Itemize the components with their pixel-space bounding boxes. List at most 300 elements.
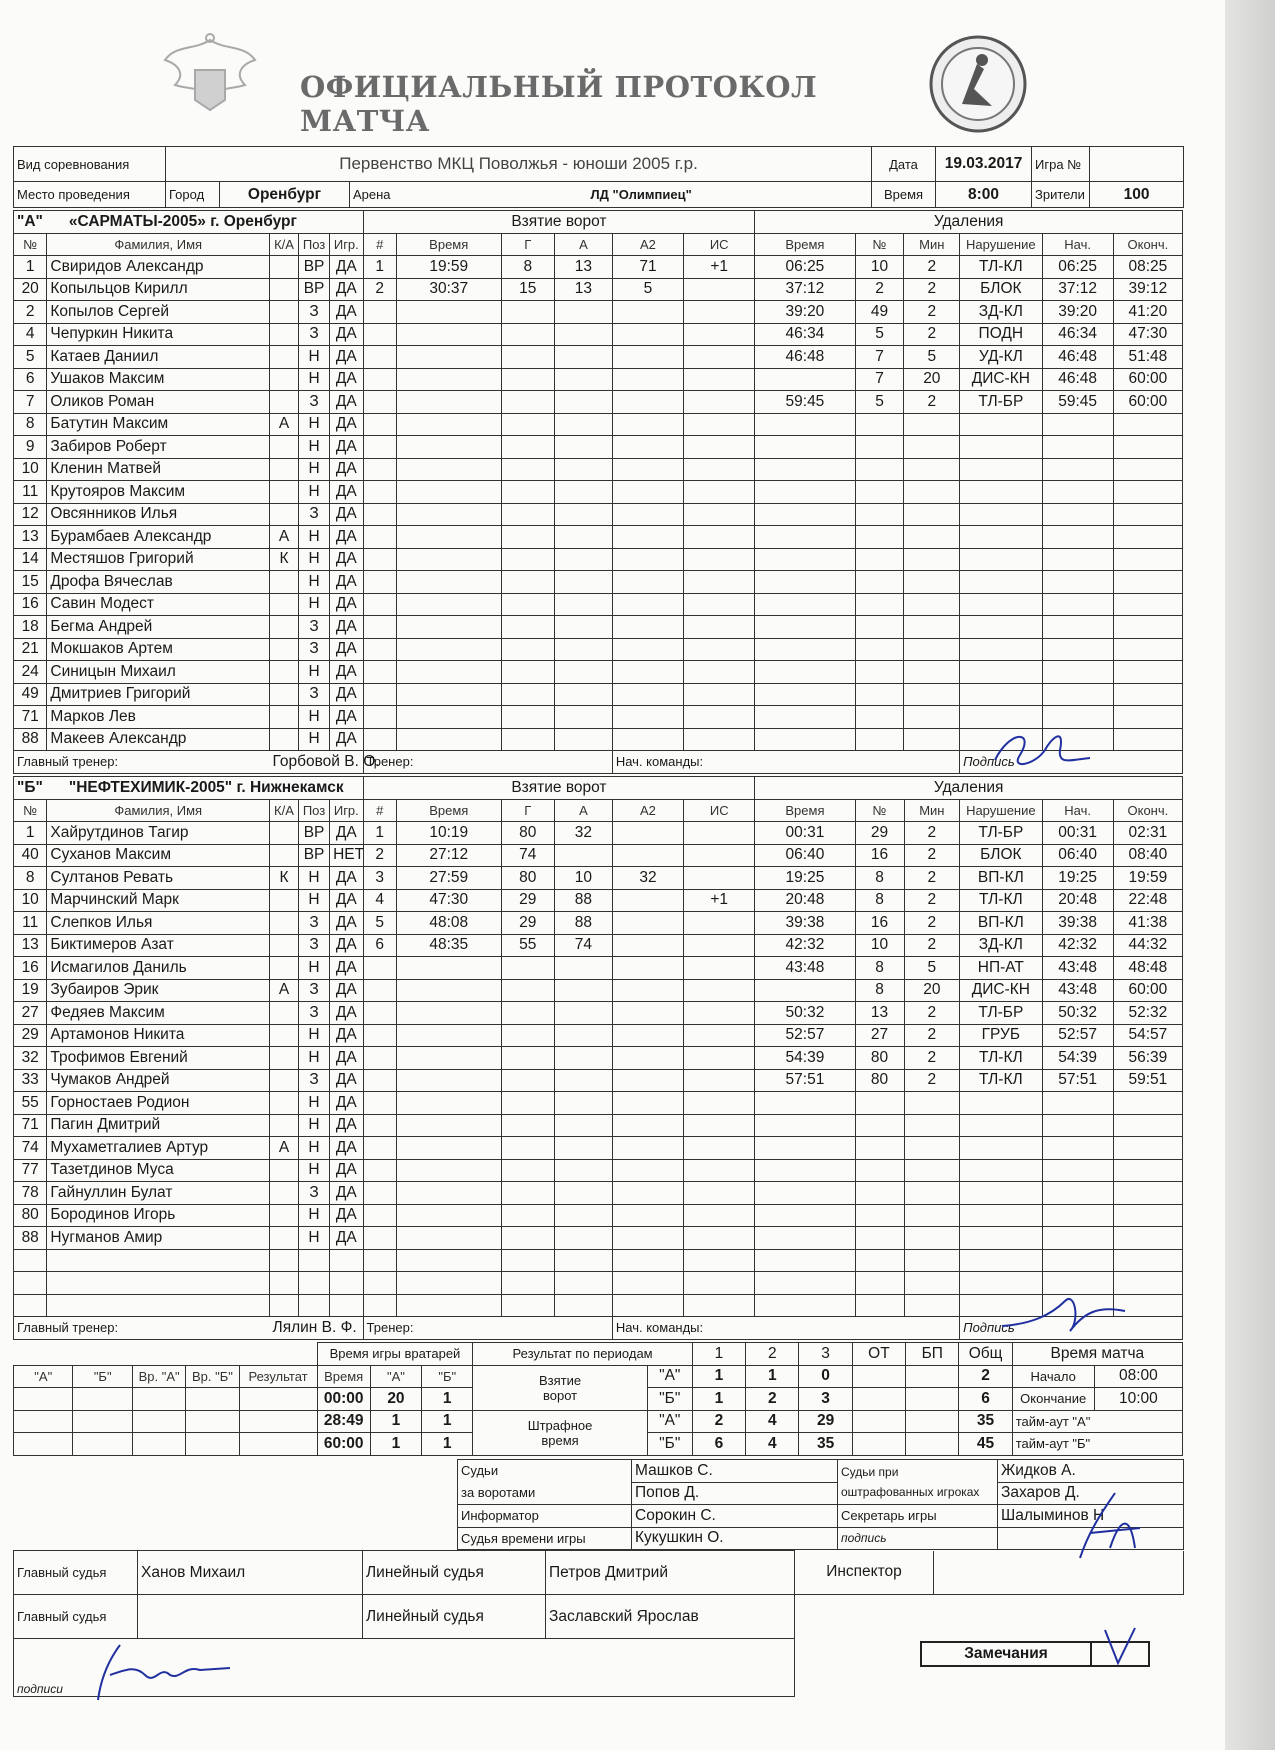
player-name: Трофимов Евгений [47,1047,270,1070]
player-number: 4 [14,323,47,346]
empty-cell [363,1024,396,1047]
table-row [14,1249,1183,1272]
empty-cell [960,436,1042,459]
empty-cell [855,1114,904,1137]
player-name: Султанов Ревать [47,867,270,890]
penalty-cell: 08:40 [1113,844,1182,867]
penalty-cell: 19:25 [1042,867,1113,890]
empty-cell [1113,593,1182,616]
empty-cell [363,301,396,324]
player-played: ДА [330,436,363,459]
empty-cell [1113,1137,1182,1160]
empty-cell [363,661,396,684]
empty-cell [501,571,554,594]
player-name: Чепуркин Никита [47,323,270,346]
table-row [14,1227,1183,1250]
goal-cell: 88 [554,912,612,935]
empty-cell [1113,1227,1182,1250]
empty-cell [684,301,755,324]
player-position: Н [298,458,329,481]
table-row [14,844,1183,867]
periods-label: Результат по периодам [473,1343,692,1366]
shootout-header: "А" [14,1365,73,1388]
empty-cell [554,571,612,594]
empty-cell [755,1249,855,1272]
player-number: 6 [14,368,47,391]
player-role: А [270,413,299,436]
penalty-judges-label-1: Судьи при [841,1465,899,1479]
empty-cell [755,706,855,729]
empty-cell [14,1294,47,1317]
table-row [14,867,1183,890]
empty-cell [1042,548,1113,571]
empty-cell [755,458,855,481]
goals-b-total: 6 [959,1388,1012,1411]
head-coach-value: Лялин В. Ф. [270,1317,364,1340]
penalty-cell: НП-АТ [960,957,1042,980]
goals-section-label: Взятие ворот [363,211,755,234]
empty-cell [684,413,755,436]
penalty-cell: ТЛ-КЛ [960,1069,1042,1092]
empty-cell [855,1092,904,1115]
player-position: З [298,1069,329,1092]
player-name: Копылов Сергей [47,301,270,324]
empty-cell [47,1294,270,1317]
empty-cell [855,526,904,549]
goals-a-cell: 1 [692,1365,745,1388]
empty-cell [554,1002,612,1025]
empty-cell [855,481,904,504]
goal-cell: 6 [363,934,396,957]
player-name: Марков Лев [47,706,270,729]
empty-cell [612,979,683,1002]
competition-label: Вид соревнования [14,147,166,182]
empty-cell [554,323,612,346]
empty-cell [396,1047,501,1070]
empty-cell [960,503,1042,526]
empty-cell [755,1182,855,1205]
column-header: Игр. [330,233,363,256]
goal-cell [684,822,755,845]
empty-cell [684,638,755,661]
empty-cell [755,1227,855,1250]
penalty-cell: 20:48 [1042,889,1113,912]
player-number: 74 [14,1137,47,1160]
penalty-cell: 54:39 [755,1047,855,1070]
empty-cell [396,1069,501,1092]
player-number: 2 [14,301,47,324]
player-number: 11 [14,481,47,504]
empty-cell [904,503,960,526]
empty-cell [396,638,501,661]
player-played: ДА [330,346,363,369]
goals-a-cell [852,1365,905,1388]
empty-cell [904,413,960,436]
penalty-cell: 22:48 [1113,889,1182,912]
goalie-time-cell: 00:00 [317,1388,370,1411]
penalty-cell: 5 [855,323,904,346]
empty-cell [855,638,904,661]
informer-label: Информатор [458,1505,632,1528]
empty-cell [684,1294,755,1317]
column-header: А [554,799,612,822]
player-position: З [298,638,329,661]
goal-cell: 48:35 [396,934,501,957]
penalty-cell: 56:39 [1113,1047,1182,1070]
player-played: ДА [330,1069,363,1092]
player-name: Марчинский Марк [47,889,270,912]
column-header: Оконч. [1113,233,1182,256]
empty-cell [270,1272,299,1295]
player-number: 1 [14,256,47,279]
empty-cell [554,301,612,324]
empty-cell [612,957,683,980]
penalty-cell: 2 [904,256,960,279]
goal-cell: 13 [554,256,612,279]
empty-cell [1042,1092,1113,1115]
player-role [270,934,299,957]
empty-cell [396,1159,501,1182]
table-row [14,346,1183,369]
empty-cell [904,1249,960,1272]
column-header: Время [755,799,855,822]
penalties-section-label: Удаления [755,777,1183,800]
table-row [14,1159,1183,1182]
penalty-cell: 2 [904,822,960,845]
player-number: 1 [14,822,47,845]
player-played: ДА [330,593,363,616]
empty-cell [1113,436,1182,459]
empty-cell [501,503,554,526]
empty-cell [396,593,501,616]
penalty-cell: 10 [855,256,904,279]
empty-cell [684,593,755,616]
empty-cell [684,683,755,706]
penalty-cell: 59:51 [1113,1069,1182,1092]
empty-cell [554,1069,612,1092]
empty-cell [396,458,501,481]
linesman-1: Петров Дмитрий [546,1551,795,1595]
goal-cell: 10:19 [396,822,501,845]
empty-cell [855,616,904,639]
column-header: Время [396,233,501,256]
empty-cell [684,616,755,639]
empty-cell [612,638,683,661]
empty-cell [1042,1137,1113,1160]
empty-cell [396,1227,501,1250]
penalty-cell: 60:00 [1113,368,1182,391]
penalty-cell: 2 [904,1069,960,1092]
goal-cell [684,867,755,890]
goal-cell [612,844,683,867]
empty-cell [554,1047,612,1070]
pim-b-cell: 4 [746,1433,799,1456]
empty-cell [396,1092,501,1115]
goalie-header: "А" [370,1365,421,1388]
player-role [270,683,299,706]
team-b-table [13,776,1183,1340]
penalty-cell: 43:48 [1042,979,1113,1002]
penalty-cell: 42:32 [1042,934,1113,957]
player-number: 12 [14,503,47,526]
linesman-label-1: Линейный судья [363,1551,546,1595]
player-number: 8 [14,867,47,890]
empty-cell [363,1137,396,1160]
player-position: Н [298,1024,329,1047]
empty-cell [960,661,1042,684]
player-number: 78 [14,1182,47,1205]
empty-cell [1113,503,1182,526]
player-name: Мокшаков Артем [47,638,270,661]
pim-b-cell: 6 [692,1433,745,1456]
penalties-section-label: Удаления [755,211,1183,234]
empty-cell [612,616,683,639]
empty-cell [554,458,612,481]
player-role [270,278,299,301]
player-number: 7 [14,391,47,414]
player-position: ВР [298,256,329,279]
empty-cell [554,638,612,661]
empty-cell [960,593,1042,616]
empty-cell [1113,638,1182,661]
empty-cell [554,526,612,549]
penalty-cell: 02:31 [1113,822,1182,845]
penalty-cell [755,368,855,391]
player-played: ДА [330,548,363,571]
penalty-cell: 20 [904,368,960,391]
empty-cell [755,1204,855,1227]
player-number: 18 [14,616,47,639]
empty-cell [47,1272,270,1295]
goal-cell: 15 [501,278,554,301]
player-role [270,503,299,526]
penalty-cell: 37:12 [755,278,855,301]
coach-label: Тренер: [363,751,612,774]
table-row [14,957,1183,980]
empty-cell [855,1204,904,1227]
team-a-table [13,210,1183,774]
player-name: Забиров Роберт [47,436,270,459]
player-position: Н [298,1137,329,1160]
empty-cell [501,1294,554,1317]
city-label: Город [166,182,220,208]
empty-cell [612,1204,683,1227]
penalty-cell: 5 [855,391,904,414]
empty-cell [396,1249,501,1272]
player-role [270,616,299,639]
player-position: Н [298,661,329,684]
empty-cell [501,661,554,684]
empty-cell [612,458,683,481]
empty-cell [612,503,683,526]
empty-cell [755,526,855,549]
player-played: ДА [330,1204,363,1227]
empty-cell [612,571,683,594]
empty-cell [396,323,501,346]
penalty-cell: 50:32 [755,1002,855,1025]
player-number: 33 [14,1069,47,1092]
player-played: ДА [330,1227,363,1250]
goal-cell: 29 [501,912,554,935]
empty-cell [501,391,554,414]
table-row [14,503,1183,526]
goal-cell [684,844,755,867]
penalty-cell: 20 [904,979,960,1002]
empty-cell [363,436,396,459]
table-row [14,683,1183,706]
table-row [14,301,1183,324]
player-name: Чумаков Андрей [47,1069,270,1092]
empty-cell [960,1159,1042,1182]
inspector-label: Инспектор [795,1551,934,1595]
penalty-cell: 19:25 [755,867,855,890]
empty-cell [363,1249,396,1272]
empty-cell [755,1092,855,1115]
player-role: А [270,526,299,549]
goal-cell: 27:12 [396,844,501,867]
player-played: ДА [330,867,363,890]
empty-cell [363,1047,396,1070]
empty-cell [1113,616,1182,639]
empty-cell [684,1249,755,1272]
empty-cell [501,957,554,980]
empty-cell [855,1294,904,1317]
empty-cell [755,593,855,616]
empty-cell [554,1249,612,1272]
empty-cell [612,1114,683,1137]
empty-cell [1042,1159,1113,1182]
player-played: ДА [330,1182,363,1205]
empty-cell [14,1272,47,1295]
empty-cell [904,1204,960,1227]
player-name: Нугманов Амир [47,1227,270,1250]
empty-cell [554,979,612,1002]
empty-cell [755,728,855,751]
player-role [270,1069,299,1092]
player-role [270,706,299,729]
signatures-label: подписи [14,1639,795,1697]
player-number: 20 [14,278,47,301]
empty-cell [960,481,1042,504]
player-played: ДА [330,1114,363,1137]
penalty-cell: ТЛ-БР [960,1002,1042,1025]
linesman-2: Заславский Ярослав [546,1595,795,1639]
empty-cell [396,301,501,324]
penalty-cell: ДИС-КН [960,979,1042,1002]
empty-cell [960,458,1042,481]
table-row [14,1047,1183,1070]
table-row [14,526,1183,549]
column-header: Г [501,799,554,822]
player-number: 40 [14,844,47,867]
player-number: 27 [14,1002,47,1025]
player-position: З [298,391,329,414]
goals-label-1: Взятие [538,1372,582,1388]
goal-cell: 13 [554,278,612,301]
referee-signature-image [90,1635,240,1705]
player-position: ВР [298,844,329,867]
empty-cell [612,346,683,369]
empty-cell [1113,1249,1182,1272]
empty-cell [960,1137,1042,1160]
team-letter: "Б" [17,778,43,796]
empty-cell [612,436,683,459]
match-time-label: Время матча [1012,1343,1182,1366]
player-name: Оликов Роман [47,391,270,414]
empty-cell [396,526,501,549]
penalty-cell: 00:31 [1042,822,1113,845]
empty-cell [755,616,855,639]
empty-cell [501,323,554,346]
empty-cell [501,683,554,706]
arena-value: ЛД "Олимпиец" [590,187,692,202]
table-row [14,413,1183,436]
player-position: Н [298,548,329,571]
goal-cell [554,844,612,867]
table-row [14,323,1183,346]
empty-cell [755,436,855,459]
empty-cell [904,1182,960,1205]
player-position: Н [298,1159,329,1182]
player-number: 14 [14,548,47,571]
empty-cell [612,1069,683,1092]
referee-label-2: Главный судья [14,1595,138,1639]
shootout-header: Вр. "А" [132,1365,185,1388]
penalty-cell: 57:51 [755,1069,855,1092]
player-name: Артамонов Никита [47,1024,270,1047]
player-position: Н [298,436,329,459]
player-name: Ушаков Максим [47,368,270,391]
column-header: № [14,799,47,822]
goal-cell: 27:59 [396,867,501,890]
empty-cell [396,571,501,594]
empty-cell [554,413,612,436]
player-role [270,571,299,594]
penalty-cell: 39:20 [755,301,855,324]
penalty-cell: 50:32 [1042,1002,1113,1025]
competition-value: Первенство МКЦ Поволжья - юноши 2005 г.р. [166,147,872,182]
spectators-label: Зрители [1032,182,1090,208]
player-position: Н [298,571,329,594]
empty-cell [554,481,612,504]
empty-cell [1042,436,1113,459]
penalty-cell: 2 [904,912,960,935]
empty-cell [755,503,855,526]
empty-cell [684,368,755,391]
player-played: ДА [330,1092,363,1115]
goal-cell [612,889,683,912]
timeout-a-label: тайм-аут "А" [1012,1410,1182,1433]
column-header: # [363,799,396,822]
goals-a-cell: 0 [799,1365,852,1388]
player-number: 10 [14,458,47,481]
player-played: ДА [330,368,363,391]
penalty-cell: 10 [855,934,904,957]
empty-cell [684,979,755,1002]
empty-cell [755,683,855,706]
empty-cell [904,1137,960,1160]
venue-label: Место проведения [14,182,166,208]
player-played: ДА [330,1159,363,1182]
pim-a-cell [852,1410,905,1433]
penalty-cell: 46:48 [1042,368,1113,391]
head-coach-label: Главный тренер: [14,751,270,774]
empty-cell [554,1182,612,1205]
player-played: ДА [330,616,363,639]
empty-cell [612,1092,683,1115]
goalie-b-cell: 1 [422,1433,473,1456]
summary-table [13,1342,1183,1456]
